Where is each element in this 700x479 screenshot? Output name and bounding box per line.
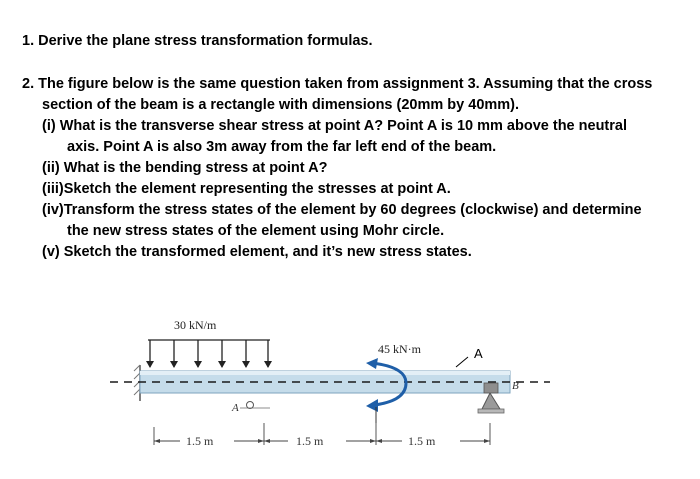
question-2-part-iv-line1: (iv)Transform the stress states of the element by 60 degrees (clockwise) and determine [42, 202, 642, 218]
load-arrowhead-2 [170, 361, 178, 368]
load-arrowhead-1 [146, 361, 154, 368]
span-3-label: 1.5 m [408, 434, 436, 448]
fixed-support-left [134, 365, 140, 401]
moment-label: 45 kN·m [378, 342, 421, 356]
question-2-intro-line1: 2. The figure below is the same question taken from assignment 3. Assuming that the cross [22, 76, 653, 92]
point-a-leader [456, 357, 468, 367]
question-1: 1. Derive the plane stress transformation formulas. [22, 33, 373, 49]
moment-arrowhead-top [366, 358, 378, 369]
point-a-beam-label: A [232, 402, 239, 414]
span-1-label: 1.5 m [186, 434, 214, 448]
point-b-label: B [512, 380, 519, 392]
question-2-part-iii: (iii)Sketch the element representing the stresses at point A. [42, 181, 451, 197]
load-arrowhead-3 [194, 361, 202, 368]
point-a-marker [247, 402, 254, 409]
load-arrowhead-4 [218, 361, 226, 368]
question-2-part-v: (v) Sketch the transformed element, and it’s new stress states. [42, 244, 472, 260]
question-2-part-i-line1: (i) What is the transverse shear stress at point A? Point A is 10 mm above the neutral [42, 118, 627, 134]
point-a-label: A [474, 346, 483, 361]
distributed-load-label: 30 kN/m [174, 318, 217, 332]
load-arrowhead-6 [264, 361, 272, 368]
span-2-label: 1.5 m [296, 434, 324, 448]
question-2-part-ii: (ii) What is the bending stress at point A? [42, 160, 328, 176]
beam-highlight [140, 371, 510, 375]
beam-figure [110, 295, 550, 475]
question-2-part-iv-line2: the new stress states of the element using Mohr circle. [67, 223, 445, 239]
load-arrowhead-5 [242, 361, 250, 368]
question-2-part-i-line2: axis. Point A is also 3m away from the far left end of the beam. [67, 139, 497, 155]
distributed-load-arrows [146, 340, 272, 368]
question-2-intro-line2: section of the beam is a rectangle with dimensions (20mm by 40mm). [42, 97, 520, 113]
